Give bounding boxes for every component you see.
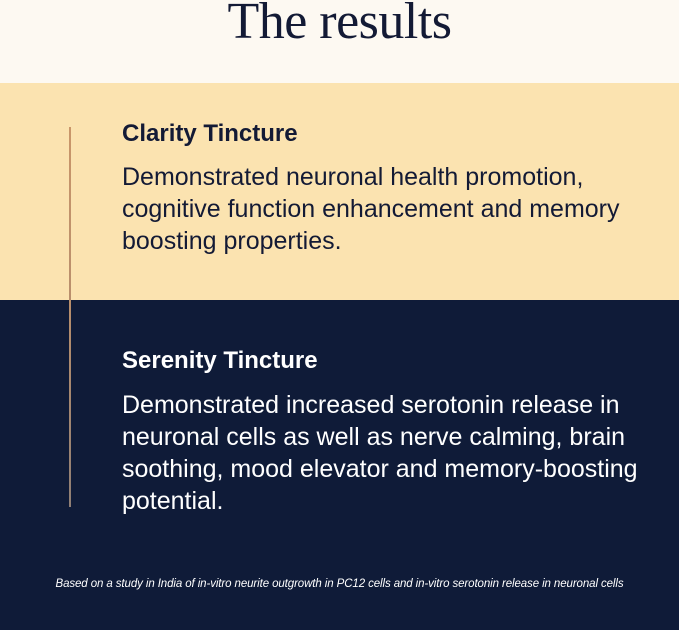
page-title: The results [227,0,452,50]
timeline-divider-line [69,127,71,507]
clarity-tincture-description: Demonstrated neuronal health promotion, cognitive function enhancement and memory boosting properties. [122,163,620,255]
study-footnote: Based on a study in India of in-vitro neurite outgrowth in PC12 cells and in-vitro serotonin release in neuronal cells [55,578,624,590]
header [0,0,679,83]
clarity-tincture-title: Clarity Tincture [122,120,298,147]
serenity-tincture-title: Serenity Tincture [122,347,318,374]
serenity-tincture-description: Demonstrated increased serotonin release in neuronal cells as well as nerve calming, brain soothing, mood elevator and memory-boosting potential. [122,391,638,515]
